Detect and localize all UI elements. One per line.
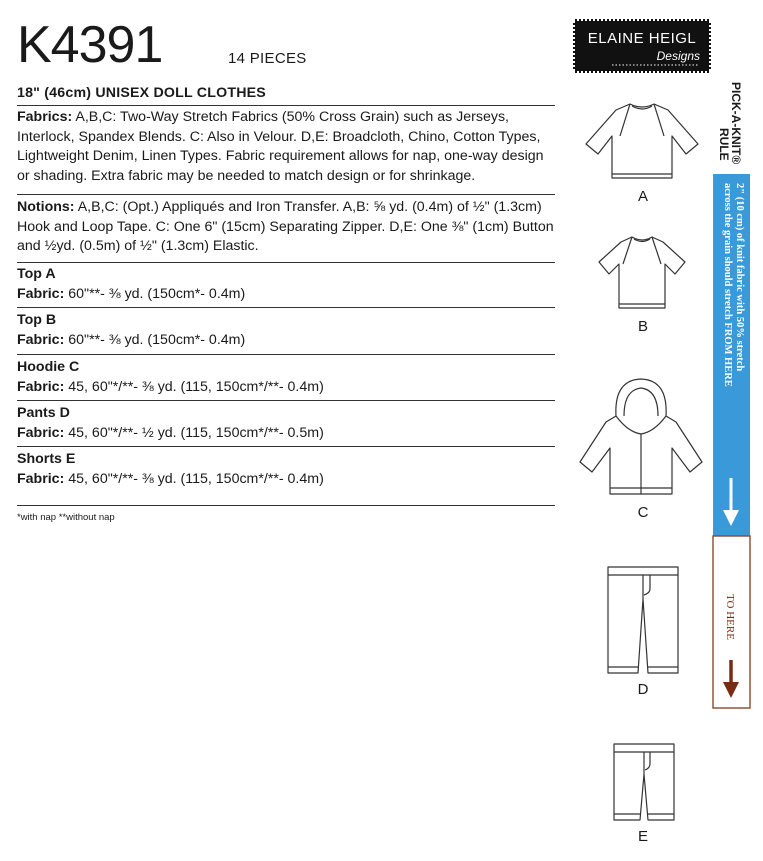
fabric-requirement: 45, 60"*/**- ⅜ yd. (115, 150cm*/**- 0.4m) [68,378,324,395]
fabric-label: Fabric: [17,424,65,441]
brand-line-1: ELAINE HEIGL [587,30,697,47]
knit-instruction-1: 2" (10 cm) of knit fabric with 50% stretch [734,183,745,372]
view-name: Shorts E [17,451,76,467]
garment-label-e: E [637,828,648,845]
fabrics-line: or shading. Extra fabric may be needed to match design or for shrinkage. [17,167,476,184]
fabric-label: Fabric: [17,470,65,487]
divider [17,446,555,447]
view-block-pants-d [17,404,324,443]
garment-hoodie-c-sketch [576,376,706,498]
view-name: Top A [17,266,56,282]
fabric-label: Fabric: [17,378,65,395]
notions-line: and ½yd. (0.5m) of ½" (1.3cm) Elastic. [17,238,259,254]
notions-line: Hook and Loop Tape. C: One 6" (15cm) Separating Zipper. D,E: One ⅜" (1cm) Button [17,218,554,235]
knit-instruction-2: across the grain should stretch FROM HERE [722,183,733,387]
pattern-title: 18" (46cm) UNISEX DOLL CLOTHES [17,85,266,101]
garment-top-b-sketch [595,232,690,312]
fabrics-line: Interlock, Spandex Blends. C: Also in Velour. D,E: Broadcloth, Chino, Cotton Types, [17,128,541,145]
notions-line: A,B,C: (Opt.) Appliqués and Iron Transfer. A,B: ⅝ yd. (0.4m) of ½" (1.3cm) [77,199,542,215]
view-block-top-a [17,265,245,304]
fabric-requirement: 45, 60"*/**- ⅜ yd. (115, 150cm*/**- 0.4m) [68,470,324,487]
view-block-top-b [17,311,245,350]
divider [17,400,555,401]
garment-label-a: A [637,188,648,205]
divider [17,354,555,355]
pick-a-knit-rule [712,70,752,710]
footnote: *with nap **without nap [17,512,115,523]
knit-rule-subtitle: RULE [717,128,731,161]
view-name: Top B [17,312,57,328]
garment-label-d: D [637,681,649,698]
brand-logo [572,18,712,74]
view-name: Pants D [17,405,70,421]
fabric-requirement: 60"**- ⅜ yd. (150cm*- 0.4m) [68,285,246,302]
view-block-shorts-e [17,450,324,489]
knit-rule-title: PICK-A-KNIT® [729,82,743,165]
divider [17,194,555,195]
fabrics-line: A,B,C: Two-Way Stretch Fabrics (50% Cross Grain) such as Jerseys, [75,109,509,125]
pieces-count: 14 PIECES [228,50,307,67]
garment-label-c: C [637,504,649,521]
garment-label-b: B [637,318,648,335]
brand-line-2: Designs [656,49,700,63]
garment-shorts-e-sketch [610,742,678,824]
view-name: Hoodie C [17,359,80,375]
fabrics-label: Fabrics: [17,109,73,125]
fabric-requirement: 45, 60"*/**- ½ yd. (115, 150cm*/**- 0.5m) [68,424,324,441]
divider [17,262,555,263]
notions-label: Notions: [17,199,75,215]
fabric-label: Fabric: [17,285,65,302]
divider [17,307,555,308]
notions-section [17,198,554,257]
garment-top-a-sketch [580,98,705,183]
divider [17,505,555,506]
pattern-number: K4391 [17,16,163,74]
view-block-hoodie-c [17,358,324,397]
divider [17,105,555,106]
garment-pants-d-sketch [604,565,682,677]
fabrics-section [17,108,544,186]
fabric-requirement: 60"**- ⅜ yd. (150cm*- 0.4m) [68,331,246,348]
fabrics-line: Lightweight Denim, Linen Types. Fabric requirement allows for nap, one-way design [17,148,544,164]
knit-to-here: TO HERE [724,594,736,640]
fabric-label: Fabric: [17,331,65,348]
